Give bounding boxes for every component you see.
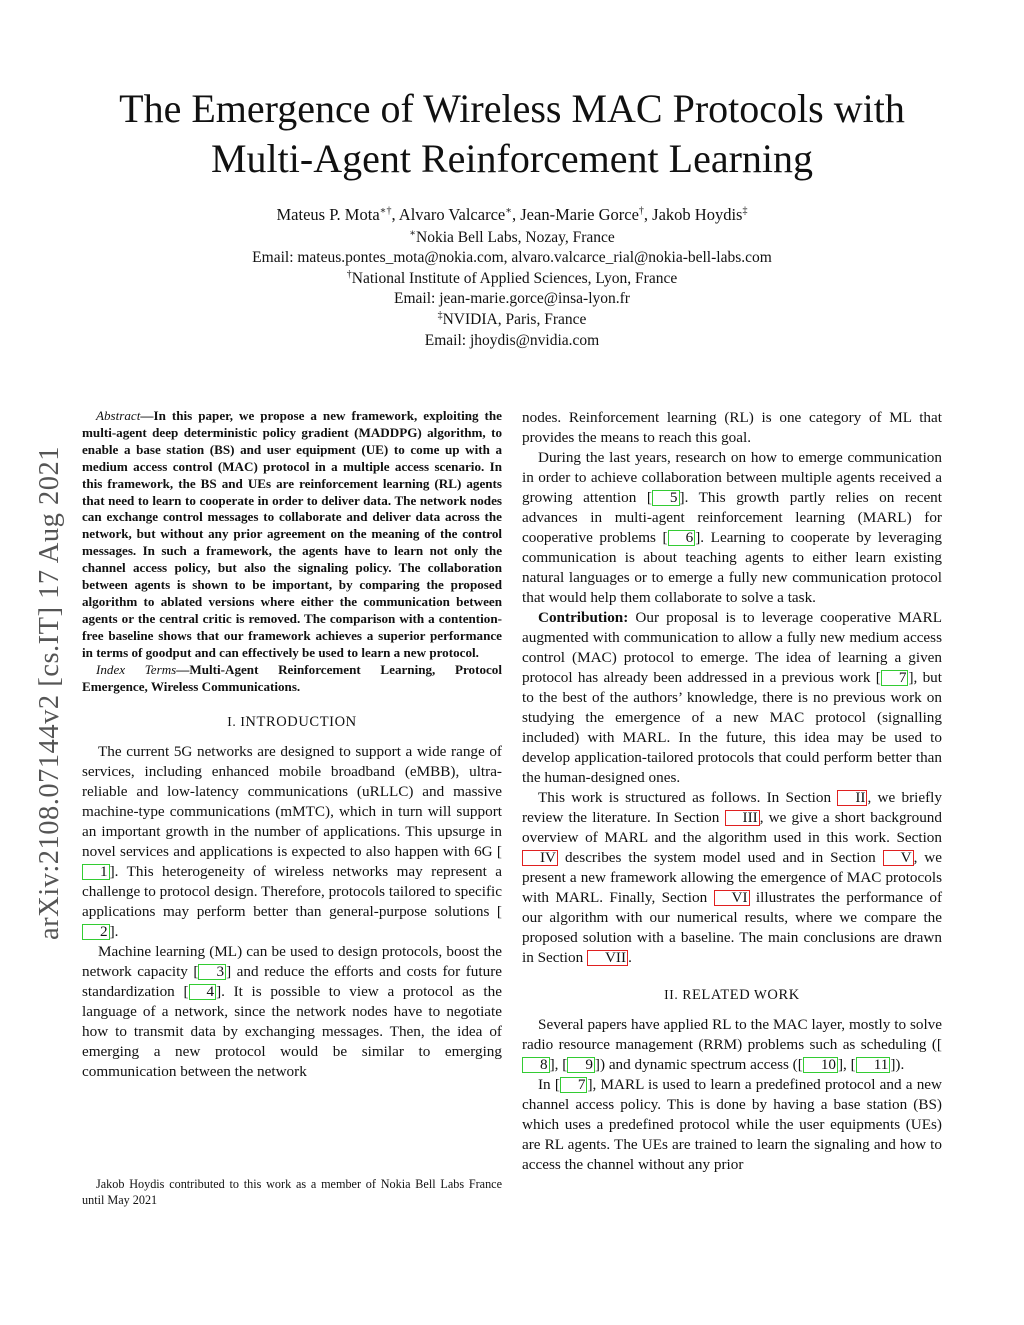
intro-paragraph-2: Machine learning (ML) can be used to design protocols, boost the network capacity [ 3 ] and reduce the efforts and costs for future standardization [ 4 ]. It is possible to view a protocol as the language of a network, since the network nodes have to negotiate how to transmit data by exchanging messages. Then, the idea of emerging a new protocol would be similar to emerging communication between the network — [82, 943, 502, 1081]
index-terms-text: Multi-Agent Reinforcement Learning, Protocol Emergence, Wireless Communications. — [82, 661, 502, 694]
author-block — [160, 205, 864, 351]
intro-paragraph-continued: nodes. Reinforcement learning (RL) is one category of ML that provides the means to reach this goal. — [522, 409, 942, 446]
title-line-1: The Emergence of Wireless MAC Protocols with — [119, 86, 905, 131]
citation-link[interactable]: 2 — [82, 924, 110, 940]
section-link[interactable]: VI — [714, 890, 750, 906]
abstract-label: Abstract — [96, 408, 141, 423]
paper-title — [60, 84, 964, 184]
section-heading-introduction: I. INTRODUCTION — [227, 714, 357, 731]
affiliation-1: ∗Nokia Bell Labs, Nozay, France — [409, 227, 615, 246]
section-link[interactable]: II — [837, 790, 867, 806]
citation-link[interactable]: 8 — [522, 1057, 550, 1073]
author-1: Mateus P. Mota — [276, 205, 380, 224]
citation-link[interactable]: 3 — [198, 964, 226, 980]
author-names: Mateus P. Mota∗†, Alvaro Valcarce∗, Jean-Marie Gorce†, Jakob Hoydis‡ — [276, 205, 748, 224]
citation-link[interactable]: 7 — [560, 1077, 588, 1093]
author-3-marks: † — [638, 205, 644, 217]
related-paragraph-2: In [ 7 ], MARL is used to learn a predefined protocol and a new channel access policy. This is done by having a base station (BS) which uses a predefined protocol while the user equipments (UEs) are RL agents. The UEs are trained to learn the signaling and how to access the channel without any prior — [522, 1076, 942, 1173]
citation-link[interactable]: 10 — [803, 1057, 838, 1073]
contribution-paragraph: Contribution: Our proposal is to leverage cooperative MARL augmented with communication to allow a fully new medium access control (MAC) protocol to emerge. The idea of learning a given protocol has already been addressed in a previous work [ 7 ], but to the best of the authors’ knowledge, there is no previous work on studying the emergence of a new MAC protocol (signalling included) with MARL. In the future, this idea may be used to develop application-tailored protocols that could perform better than the human-designed ones. — [522, 609, 942, 786]
author-2-marks: ∗ — [505, 205, 513, 217]
affiliation-2-email: Email: jean-marie.gorce@insa-lyon.fr — [394, 290, 630, 308]
right-column — [522, 408, 942, 1175]
footnote: Jakob Hoydis contributed to this work as a member of Nokia Bell Labs France until May 2021 — [82, 1177, 502, 1207]
author-4: Jakob Hoydis — [652, 205, 743, 224]
affiliation-1-email: Email: mateus.pontes_mota@nokia.com, alvaro.valcarce_rial@nokia-bell-labs.com — [252, 249, 772, 267]
section-link[interactable]: VII — [587, 950, 628, 966]
structure-paragraph: This work is structured as follows. In Section II , we briefly review the literature. In Section III , we give a short background overview of MARL and the algorithm used in this work. Section IV describes the system model used and in Section V , we present a new framework allowing the emergence of MAC protocols with MARL. Finally, Section VI illustrates the performance of our algorithm with our numerical results, where we compare the proposed solution with a baseline. The main conclusions are drawn in Section VII . — [522, 789, 942, 966]
citation-link[interactable]: 9 — [567, 1057, 595, 1073]
intro-paragraph-3: During the last years, research on how to emerge communication in order to achieve collaboration between multiple agents received a growing attention [ 5 ]. This growth partly relies on recent advances in multi-agent reinforcement learning (MARL) for cooperative problems [ 6 ]. Learning to cooperate by leveraging communication is about teaching agents to either learn existing natural languages or to emerge a fully new communication protocol that would help them collaborate to solve a task. — [522, 449, 942, 606]
section-link[interactable]: III — [725, 810, 760, 826]
related-paragraph-1: Several papers have applied RL to the MAC layer, mostly to solve radio resource management (RRM) problems such as scheduling ([8 ], [ 9 ]) and dynamic spectrum access ([ 10 ], [ 11 ]). — [522, 1016, 942, 1073]
arxiv-identifier: arXiv:2108.07144v2 [cs.IT] 17 Aug 2021 — [34, 446, 65, 940]
author-1-marks: ∗† — [379, 205, 392, 217]
affiliation-3-email: Email: jhoydis@nvidia.com — [424, 331, 600, 349]
abstract: Abstract—In this paper, we propose a new framework, exploiting the multi-agent deep deterministic policy gradient (MADDPG) algorithm, to enable a base station (BS) and user equipment (UE) to come up with a medium access control (MAC) protocol in a multiple access scenario. In this framework, the BS and UEs are reinforcement learning (RL) agents that need to learn to cooperate in order to deliver data. The network nodes can exchange control messages to collaborate and deliver data across the network, but without any prior agreement on the meaning of the control messages. In such a framework, the agents have to learn not only the channel access policy, but also the signaling policy. The collaboration between agents is shown to be important, by comparing the proposed algorithm to ablated versions where either the communication between agents or the central critic is removed. The comparison with a contention-free baseline shows that our framework achieves a superior performance in terms of goodput and can effectively be used to learn a new protocol. Index Terms—Multi-Agent Reinforcement Learning, Protocol Emergence, Wireless Communications. — [82, 408, 502, 694]
abstract-text: In this paper, we propose a new framework, exploiting the multi-agent deep deterministic policy gradient (MADDPG) algorithm, to enable a base station (BS) and user equipment (UE) to come up with a medium access control (MAC) protocol in a multiple access scenario. In this framework, the BS and UEs are reinforcement learning (RL) agents that need to learn to cooperate in order to deliver data. The network nodes can exchange control messages to collaborate and deliver data across the network, but without any prior agreement on the meaning of the control messages. In such a framework, the agents have to learn not only the channel access policy, but also the signaling policy. The collaboration between agents is shown to be important, by comparing the proposed algorithm to ablated versions where either the communication between agents or the central critic is removed. The comparison with a contention-free baseline shows that our framework achieves a superior performance in terms of goodput and can effectively be used to learn a new protocol. — [82, 408, 502, 660]
citation-link[interactable]: 4 — [189, 984, 217, 1000]
citation-link[interactable]: 7 — [881, 670, 909, 686]
author-4-marks: ‡ — [742, 205, 748, 217]
intro-paragraph-1: The current 5G networks are designed to support a wide range of services, including enhanced mobile broadband (eMBB), ultra-reliable and low-latency communications (uRLLC) and massive machine-type communications (mMTC), which in turn will support an important growth in the number of applications. This upsurge in novel services and applications is expected to also happen with 6G [1 ]. This heterogeneity of wireless networks may represent a challenge to protocol design. Therefore, protocols tailored to specific applications may perform better than general-purpose solutions [2 ]. — [82, 743, 502, 941]
citation-link[interactable]: 11 — [856, 1057, 891, 1073]
citation-link[interactable]: 1 — [82, 864, 110, 880]
title-line-2: Multi-Agent Reinforcement Learning — [210, 136, 814, 181]
affiliation-3: ‡NVIDIA, Paris, France — [437, 309, 587, 328]
section-link[interactable]: V — [883, 850, 914, 866]
left-column — [82, 408, 502, 1082]
citation-link[interactable]: 5 — [652, 490, 680, 506]
section-link[interactable]: IV — [522, 850, 558, 866]
section-heading-related-work: II. RELATED WORK — [664, 987, 800, 1003]
author-2: Alvaro Valcarce — [398, 205, 506, 224]
author-3: Jean-Marie Gorce — [520, 205, 639, 224]
citation-link[interactable]: 6 — [668, 530, 696, 546]
index-terms-label: Index Terms — [96, 661, 177, 677]
affiliation-2: †National Institute of Applied Sciences, Lyon, France — [346, 268, 678, 287]
